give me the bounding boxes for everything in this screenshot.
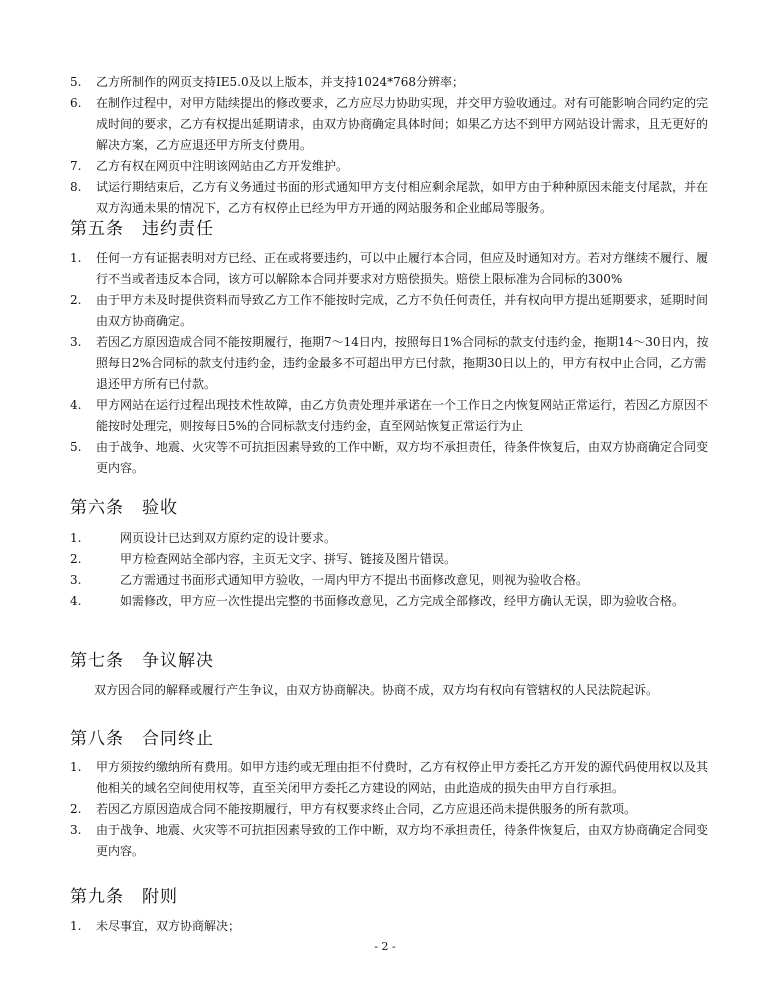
item-number: 4. xyxy=(70,594,82,608)
section8-list xyxy=(70,757,710,862)
item-text: 由于战争、地震、火灾等不可抗拒因素导致的工作中断，双方均不承担责任，待条件恢复后，由双方协商确定合同变更内容。 xyxy=(96,823,709,858)
list-item xyxy=(70,248,710,290)
section5-list xyxy=(70,248,710,479)
item-number: 4. xyxy=(70,398,82,412)
list-item xyxy=(70,290,710,332)
section6-list xyxy=(70,528,710,612)
section5-heading: 第五条 违约责任 xyxy=(70,219,214,239)
list-item xyxy=(70,549,710,570)
item-text: 乙方有权在网页中注明该网站由乙方开发维护。 xyxy=(96,159,349,173)
list-item xyxy=(70,395,710,437)
item-number: 3. xyxy=(70,573,82,587)
item-number: 3. xyxy=(70,823,82,837)
item-text: 甲方检查网站全部内容，主页无文字、拼写、链接及图片错误。 xyxy=(120,552,457,566)
item-text: 未尽事宜，双方协商解决； xyxy=(96,919,241,933)
item-number: 1. xyxy=(70,919,82,933)
item-number: 8. xyxy=(70,180,82,194)
item-text: 若因乙方原因造成合同不能按期履行，甲方有权要求终止合同，乙方应退还尚未提供服务的所有款项。 xyxy=(96,802,637,816)
item-number: 6. xyxy=(70,96,82,110)
item-number: 5. xyxy=(70,75,82,89)
item-number: 2. xyxy=(70,293,82,307)
section6-heading: 第六条 验收 xyxy=(70,498,178,518)
section8-heading: 第八条 合同终止 xyxy=(70,729,214,749)
item-text: 乙方所制作的网页支持IE5.0及以上版本，并支持1024*768分辨率； xyxy=(96,75,465,89)
item-number: 5. xyxy=(70,440,82,454)
list-item xyxy=(70,156,710,177)
list-item xyxy=(70,820,710,862)
item-text: 甲方须按约缴纳所有费用。如甲方违约或无理由拒不付费时，乙方有权停止甲方委托乙方开发的源代码使用权以及其他相关的域名空间使用权等，直至关闭甲方委托乙方建设的网站，由此造成的损失由甲方自行承担。 xyxy=(96,760,709,795)
item-number: 7. xyxy=(70,159,82,173)
item-text: 如需修改，甲方应一次性提出完整的书面修改意见，乙方完成全部修改，经甲方确认无误，即为验收合格。 xyxy=(120,594,685,608)
item-number: 1. xyxy=(70,760,82,774)
item-text: 由于甲方未及时提供资料而导致乙方工作不能按时完成，乙方不负任何责任，并有权向甲方提出延期要求，延期时间由双方协商确定。 xyxy=(96,293,709,328)
item-number: 1. xyxy=(70,251,82,265)
item-text: 若因乙方原因造成合同不能按期履行，拖期7～14日内，按照每日1%合同标的款支付违约金，拖期14～30日内，按照每日2%合同标的款支付违约金，违约金最多不可超出甲方已付款，拖期30日以上的，甲方有权中止合同，乙方需退还甲方所有已付款。 xyxy=(96,335,709,391)
section4-list xyxy=(70,72,710,219)
item-text: 由于战争、地震、火灾等不可抗拒因素导致的工作中断，双方均不承担责任，待条件恢复后，由双方协商确定合同变更内容。 xyxy=(96,440,709,475)
item-number: 1. xyxy=(70,531,82,545)
list-item xyxy=(70,332,710,395)
list-item xyxy=(70,757,710,799)
item-number: 2. xyxy=(70,552,82,566)
list-item xyxy=(70,72,710,93)
section7-paragraph: 双方因合同的解释或履行产生争议，由双方协商解决。协商不成，双方均有权向有管辖权的人民法院起诉。 xyxy=(94,683,659,697)
page-number: - 2 - xyxy=(374,940,396,953)
item-text: 任何一方有证据表明对方已经、正在或将要违约，可以中止履行本合同，但应及时通知对方。若对方继续不履行、履行不当或者违反本合同，该方可以解除本合同并要求对方赔偿损失。赔偿上限标准为合同标的300% xyxy=(96,251,709,286)
list-item xyxy=(70,916,710,937)
item-text: 甲方网站在运行过程出现技术性故障，由乙方负责处理并承诺在一个工作日之内恢复网站正常运行，若因乙方原因不能按时处理完，则按每日5%的合同标款支付违约金，直至网站恢复正常运行为止 xyxy=(96,398,709,433)
list-item xyxy=(70,177,710,219)
item-text: 试运行期结束后，乙方有义务通过书面的形式通知甲方支付相应剩余尾款，如甲方由于种种原因未能支付尾款，并在双方沟通未果的情况下，乙方有权停止已经为甲方开通的网站服务和企业邮局等服务。 xyxy=(96,180,709,215)
list-item xyxy=(70,93,710,156)
list-item xyxy=(70,437,710,479)
section9-list xyxy=(70,916,710,937)
section9-heading: 第九条 附则 xyxy=(70,887,178,907)
list-item xyxy=(70,799,710,820)
section7-heading: 第七条 争议解决 xyxy=(70,651,214,671)
item-number: 2. xyxy=(70,802,82,816)
item-text: 乙方需通过书面形式通知甲方验收，一周内甲方不提出书面修改意见，则视为验收合格。 xyxy=(120,573,589,587)
list-item xyxy=(70,528,710,549)
item-text: 在制作过程中，对甲方陆续提出的修改要求，乙方应尽力协助实现，并交甲方验收通过。对有可能影响合同约定的完成时间的要求，乙方有权提出延期请求，由双方协商确定具体时间；如果乙方达不到甲方网站设计需求，且无更好的解决方案，乙方应退还甲方所支付费用。 xyxy=(96,96,709,152)
list-item xyxy=(70,570,710,591)
list-item xyxy=(70,591,710,612)
item-text: 网页设计已达到双方原约定的设计要求。 xyxy=(120,531,337,545)
item-number: 3. xyxy=(70,335,82,349)
